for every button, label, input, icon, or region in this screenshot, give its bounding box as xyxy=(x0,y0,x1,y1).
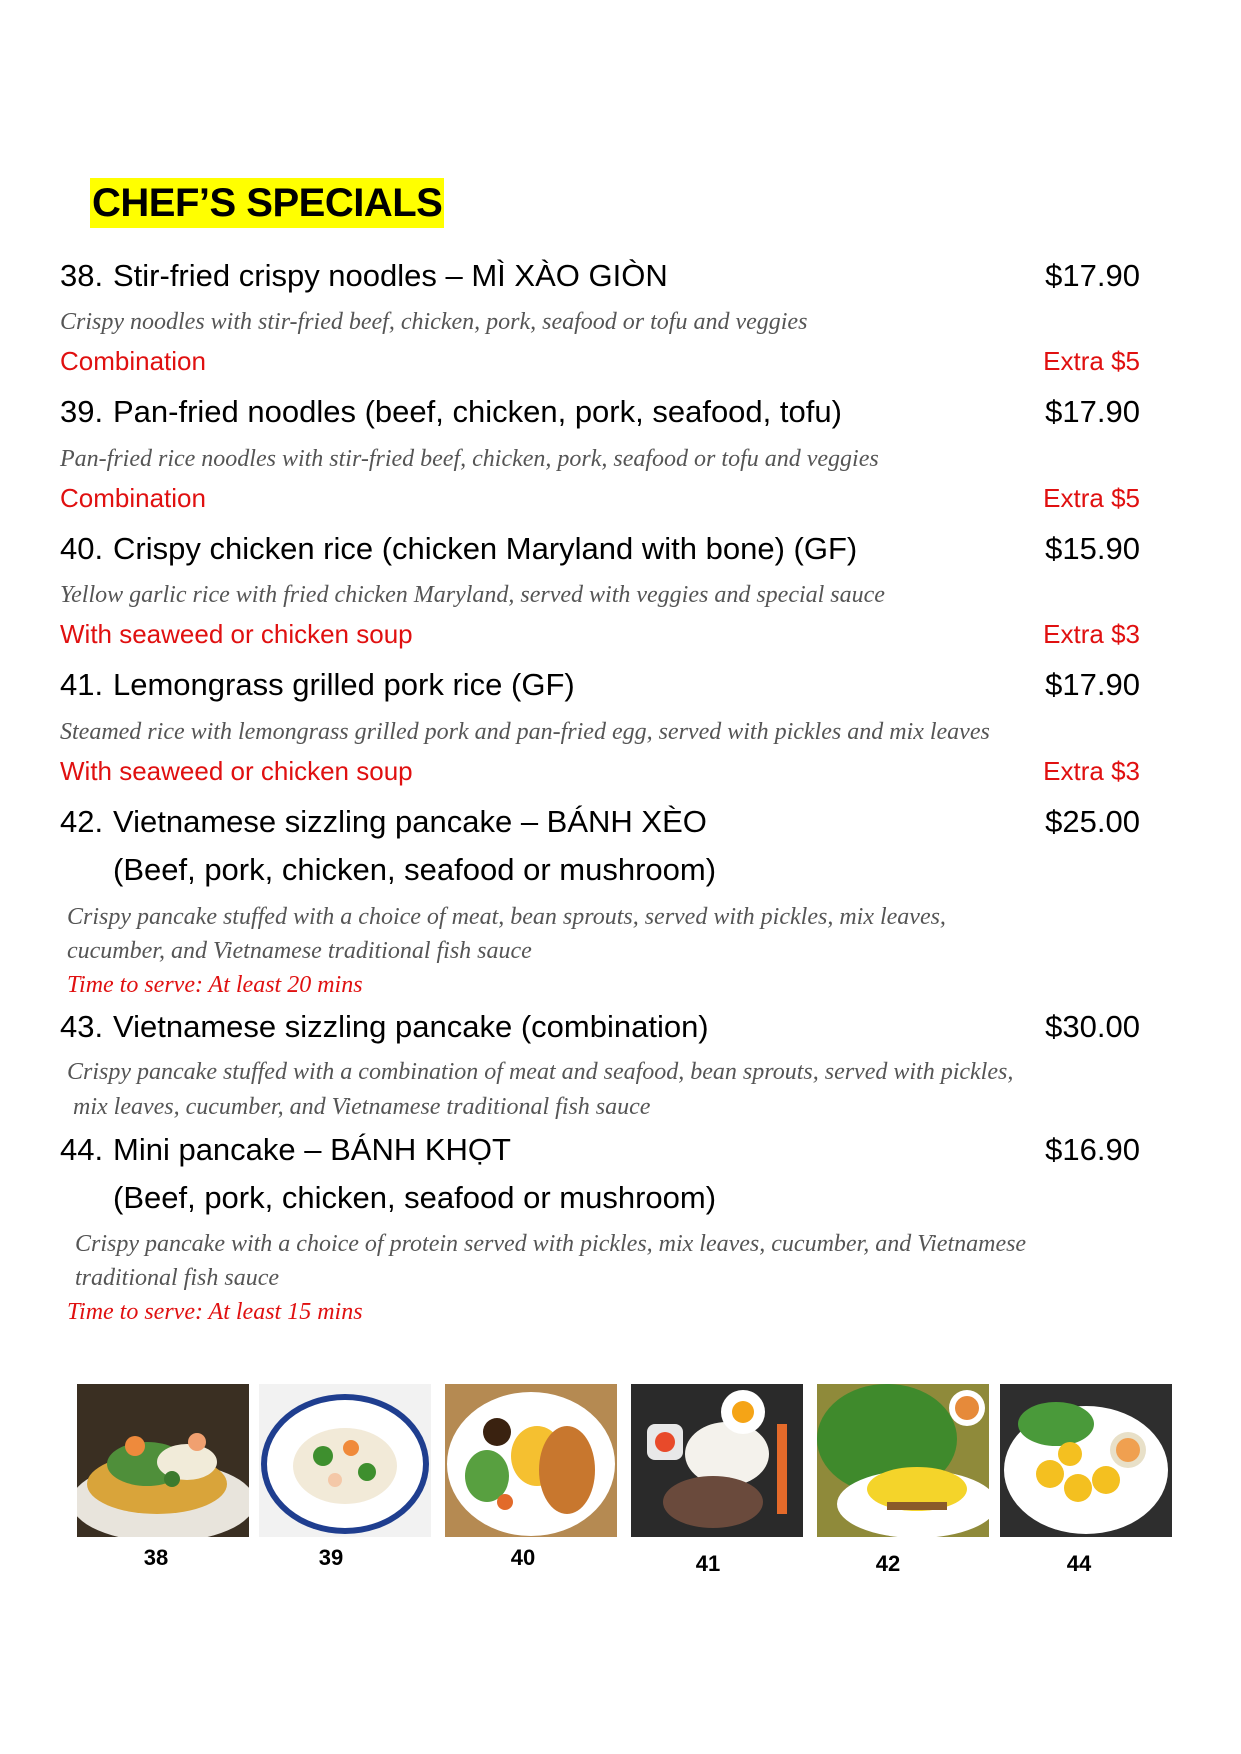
pan-fried-noodles-image xyxy=(259,1384,431,1537)
banh-khot-image xyxy=(1000,1384,1172,1537)
crispy-noodles-image xyxy=(77,1384,249,1537)
photo-caption: 44 xyxy=(1066,1551,1092,1576)
item-name: Stir-fried crispy noodles – MÌ XÀO GIÒN xyxy=(113,258,668,293)
item-price: $17.90 xyxy=(1045,667,1140,702)
serve-time-note: Time to serve: At least 20 mins xyxy=(67,972,363,998)
extra-option-label: With seaweed or chicken soup xyxy=(60,619,413,649)
dish-photo-crispy-noodles xyxy=(77,1384,249,1537)
menu-item-39 xyxy=(60,392,1140,432)
item-number: 41. xyxy=(60,667,104,702)
item-name: Mini pancake – BÁNH KHỌT xyxy=(113,1132,511,1167)
item-description: Crispy noodles with stir-fried beef, chicken, pork, seafood or tofu and veggies xyxy=(60,309,808,335)
item-name: Vietnamese sizzling pancake (combination) xyxy=(113,1009,709,1044)
extra-option-label: With seaweed or chicken soup xyxy=(60,756,413,786)
extra-option-price: Extra $5 xyxy=(1043,346,1140,376)
dish-photo-pan-fried-noodles xyxy=(259,1384,431,1537)
item-name: Lemongrass grilled pork rice (GF) xyxy=(113,667,575,702)
extra-option-price: Extra $3 xyxy=(1043,756,1140,786)
banh-xeo-image xyxy=(817,1384,989,1537)
extra-option-label: Combination xyxy=(60,346,206,376)
item-number: 38. xyxy=(60,258,104,293)
menu-item-40 xyxy=(60,529,1140,569)
dish-photo-chicken-rice xyxy=(445,1384,617,1537)
item-description: mix leaves, cucumber, and Vietnamese traditional fish sauce xyxy=(73,1094,651,1120)
item-price: $17.90 xyxy=(1045,394,1140,429)
item-description: Crispy pancake stuffed with a combination of meat and seafood, bean sprouts, served with pickles, xyxy=(67,1059,1014,1085)
menu-item-43 xyxy=(60,1007,1140,1047)
item-description: Crispy pancake stuffed with a choice of meat, bean sprouts, served with pickles, mix leaves, xyxy=(67,904,946,930)
item-description: Pan-fried rice noodles with stir-fried beef, chicken, pork, seafood or tofu and veggies xyxy=(60,446,879,472)
photo-caption: 38 xyxy=(143,1545,169,1570)
item-name: Vietnamese sizzling pancake – BÁNH XÈO xyxy=(113,804,707,839)
dish-photo-banh-xeo xyxy=(817,1384,989,1537)
item-number: 43. xyxy=(60,1009,104,1044)
section-heading: CHEF’S SPECIALS xyxy=(90,178,444,228)
item-number: 40. xyxy=(60,531,104,566)
dish-photo-banh-khot xyxy=(1000,1384,1172,1537)
extra-option-price: Extra $5 xyxy=(1043,483,1140,513)
menu-item-42 xyxy=(60,802,1140,892)
photo-caption: 41 xyxy=(695,1551,721,1576)
menu-item-41 xyxy=(60,665,1140,705)
extra-option-label: Combination xyxy=(60,483,206,513)
serve-time-note: Time to serve: At least 15 mins xyxy=(67,1299,363,1325)
item-price: $17.90 xyxy=(1045,258,1140,293)
item-description: Yellow garlic rice with fried chicken Maryland, served with veggies and special sauce xyxy=(60,582,885,608)
photo-caption: 40 xyxy=(510,1545,536,1570)
item-number: 42. xyxy=(60,804,104,839)
dish-photo-grilled-pork-rice xyxy=(631,1384,803,1537)
item-price: $16.90 xyxy=(1045,1132,1140,1167)
item-number: 44. xyxy=(60,1132,104,1167)
item-price: $15.90 xyxy=(1045,531,1140,566)
item-name: Pan-fried noodles (beef, chicken, pork, seafood, tofu) xyxy=(113,394,842,429)
photo-caption: 39 xyxy=(318,1545,344,1570)
photo-caption: 42 xyxy=(875,1551,901,1576)
extra-option-price: Extra $3 xyxy=(1043,619,1140,649)
item-description: Crispy pancake with a choice of protein served with pickles, mix leaves, cucumber, and Vietnamese xyxy=(75,1231,1027,1257)
chicken-rice-image xyxy=(445,1384,617,1537)
menu-item-38 xyxy=(60,256,1140,296)
grilled-pork-rice-image xyxy=(631,1384,803,1537)
item-subtitle: (Beef, pork, chicken, seafood or mushroom) xyxy=(113,1180,717,1215)
item-price: $30.00 xyxy=(1045,1009,1140,1044)
item-number: 39. xyxy=(60,394,104,429)
menu-item-44 xyxy=(60,1130,1140,1220)
item-name: Crispy chicken rice (chicken Maryland with bone) (GF) xyxy=(113,531,858,566)
item-description: traditional fish sauce xyxy=(75,1265,279,1291)
item-subtitle: (Beef, pork, chicken, seafood or mushroom) xyxy=(113,852,717,887)
item-description: cucumber, and Vietnamese traditional fish sauce xyxy=(67,938,532,964)
item-price: $25.00 xyxy=(1045,804,1140,839)
item-description: Steamed rice with lemongrass grilled pork and pan-fried egg, served with pickles and mix leaves xyxy=(60,719,990,745)
